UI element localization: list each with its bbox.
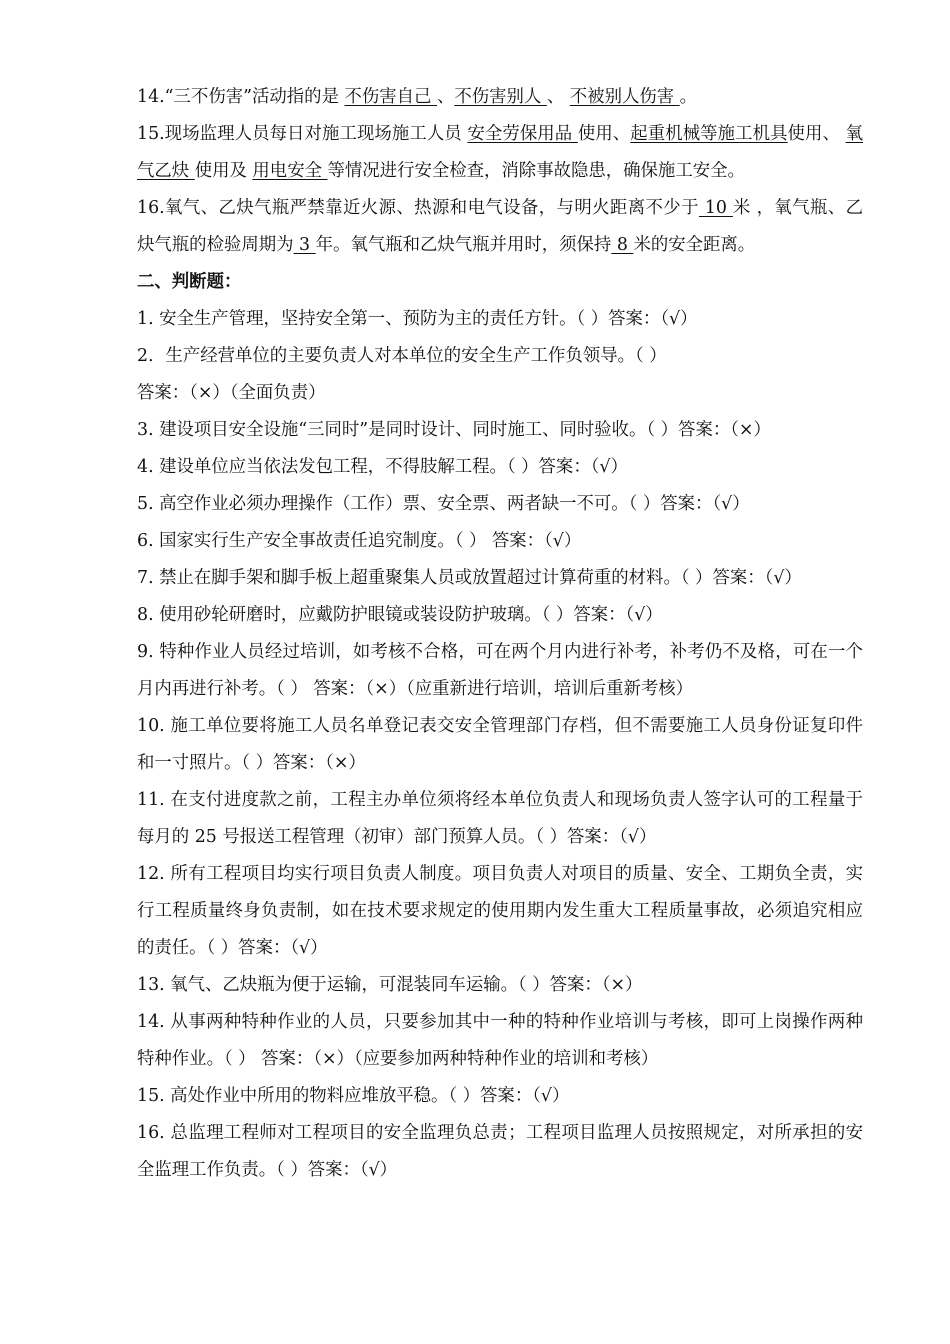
question-text: 、 <box>436 87 455 107</box>
judgement-item-14: 14. 从事两种特种作业的人员，只要参加其中一种的特种作业培训与考核，即可上岗操作两种特种作业。（ ） 答案：（×）（应要参加两种特种作业的培训和考核） <box>137 1012 863 1069</box>
judgement-item-12: 12. 所有工程项目均实行项目负责人制度。项目负责人对项目的质量、安全、工期负全责，实行工程质量终身负责制，如在技术要求规定的使用期内发生重大工程质量事故，必须追究相应的责任。（ ）答案：（√） <box>137 864 863 958</box>
judgement-item-2: 2．生产经营单位的主要负责人对本单位的安全生产工作负领导。（ ） <box>137 346 667 366</box>
question-text: 米 ，氧气瓶、乙炔气瓶的检验周期为 <box>137 198 863 255</box>
question-text: 使用、 <box>577 124 631 144</box>
judgement-item-4: 4. 建设单位应当依法发包工程，不得肢解工程。（ ）答案：（√） <box>137 457 628 477</box>
question-text: 米的安全距离。 <box>633 235 756 255</box>
judgement-item-5: 5. 高空作业必须办理操作（工作）票、安全票、两者缺一不可。（ ）答案：（√） <box>137 494 750 514</box>
question-text: 14.“三不伤害”活动指的是 <box>137 87 345 107</box>
answer-blank: 起重机械等施工机具 <box>630 124 788 144</box>
judgement-item-3: 3. 建设项目安全设施“三同时”是同时设计、同时施工、同时验收。（ ）答案：（×） <box>137 420 771 440</box>
answer-blank: 用电安全 <box>252 161 328 181</box>
question-text: 、 <box>546 87 570 107</box>
fill-question-14 <box>137 79 863 116</box>
answer-blank: 不伤害自己 <box>344 87 437 107</box>
fill-question-16 <box>137 190 863 264</box>
fill-question-15 <box>137 116 863 190</box>
judgement-item-11: 11. 在支付进度款之前，工程主办单位须将经本单位负责人和现场负责人签字认可的工程量于每月的 25 号报送工程管理（初审）部门预算人员。（ ）答案：（√） <box>137 790 863 847</box>
question-text: 使用、 <box>787 124 846 144</box>
judgement-item-15: 15. 高处作业中所用的物料应堆放平稳。（ ）答案：（√） <box>137 1086 570 1106</box>
question-text: 。 <box>679 87 698 107</box>
judgement-item-16: 16. 总监理工程师对工程项目的安全监理负总责；工程项目监理人员按照规定，对所承担的安全监理工作负责。（ ）答案：（√） <box>137 1123 863 1180</box>
answer-blank: 10 <box>698 198 733 218</box>
judgement-item-13: 13. 氧气、乙炔瓶为便于运输，可混装同车运输。（ ）答案：（×） <box>137 975 643 995</box>
document-page <box>137 79 863 1189</box>
section-heading: 二、判断题： <box>137 272 242 292</box>
judgement-item-1: 1. 安全生产管理，坚持安全第一、预防为主的责任方针。（ ）答案：（√） <box>137 309 698 329</box>
judgement-item-9: 9. 特种作业人员经过培训，如考核不合格，可在两个月内进行补考，补考仍不及格，可在一个月内再进行补考。（ ） 答案：（×）（应重新进行培训，培训后重新考核） <box>137 642 863 699</box>
answer-blank: 氧气乙炔 <box>137 124 863 181</box>
answer-blank: 3 <box>293 235 316 255</box>
judgement-item-6: 6. 国家实行生产安全事故责任追究制度。（ ） 答案：（√） <box>137 531 582 551</box>
question-text: 年。氧气瓶和乙炔气瓶并用时，须保持 <box>315 235 612 255</box>
question-text: 16.氧气、乙炔气瓶严禁靠近火源、热源和电气设备，与明火距离不少于 <box>137 198 699 218</box>
question-text: 使用及 <box>194 161 253 181</box>
judgement-item-2-answer: 答案：（×）（全面负责） <box>137 383 326 403</box>
judgement-item-8: 8. 使用砂轮研磨时，应戴防护眼镜或装设防护玻璃。（ ）答案：（√） <box>137 605 663 625</box>
answer-blank: 不被别人伤害 <box>569 87 680 107</box>
answer-blank: 安全劳保用品 <box>467 124 578 144</box>
judgement-item-10: 10. 施工单位要将施工人员名单登记表交安全管理部门存档，但不需要施工人员身份证复印件和一寸照片。（ ）答案：（×） <box>137 716 863 773</box>
answer-blank: 不伤害别人 <box>454 87 547 107</box>
answer-blank: 8 <box>611 235 634 255</box>
question-text: 等情况进行安全检查，消除事故隐患，确保施工安全。 <box>327 161 745 181</box>
question-text: 15.现场监理人员每日对施工现场施工人员 <box>137 124 468 144</box>
judgement-item-7: 7. 禁止在脚手架和脚手板上超重聚集人员或放置超过计算荷重的材料。（ ）答案：（√） <box>137 568 802 588</box>
